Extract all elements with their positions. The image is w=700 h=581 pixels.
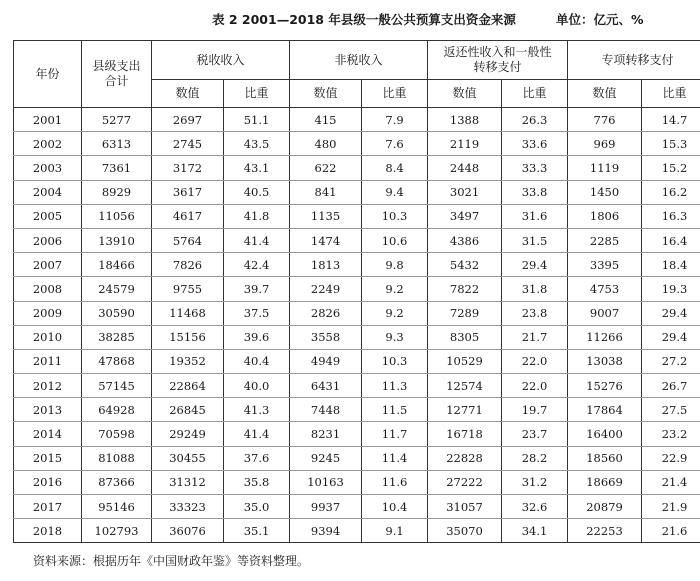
table-cell: 9007 xyxy=(568,301,642,325)
table-cell: 18.4 xyxy=(642,253,700,277)
table-cell: 33.6 xyxy=(502,132,568,156)
table-cell: 11056 xyxy=(82,204,152,228)
table-cell: 31312 xyxy=(152,470,224,494)
table-cell: 3617 xyxy=(152,180,224,204)
table-cell: 16400 xyxy=(568,422,642,446)
table-cell: 2745 xyxy=(152,132,224,156)
table-cell: 36076 xyxy=(152,519,224,543)
table-cell: 35.0 xyxy=(224,495,290,519)
table-cell: 7.6 xyxy=(362,132,428,156)
table-cell: 29249 xyxy=(152,422,224,446)
table-cell: 4617 xyxy=(152,204,224,228)
header-group-general-transfer xyxy=(428,41,568,80)
table-cell: 24579 xyxy=(82,277,152,301)
table-cell: 11.4 xyxy=(362,446,428,470)
table-row xyxy=(14,301,700,325)
table-cell: 19.3 xyxy=(642,277,700,301)
table-cell: 22864 xyxy=(152,374,224,398)
table-cell: 17864 xyxy=(568,398,642,422)
table-cell: 841 xyxy=(290,180,362,204)
table-cell: 22828 xyxy=(428,446,502,470)
table-cell: 31057 xyxy=(428,495,502,519)
subheader-share: 比重 xyxy=(642,80,700,108)
table-title: 表 2 2001—2018 年县级一般公共预算支出资金来源 xyxy=(212,12,516,27)
table-row xyxy=(14,519,700,543)
table-cell: 16718 xyxy=(428,422,502,446)
table-cell: 15.2 xyxy=(642,156,700,180)
table-cell: 2009 xyxy=(14,301,82,325)
table-cell: 16.2 xyxy=(642,180,700,204)
table-cell: 4386 xyxy=(428,228,502,252)
table-cell: 31.5 xyxy=(502,228,568,252)
table-cell: 10.4 xyxy=(362,495,428,519)
table-cell: 14.7 xyxy=(642,108,700,132)
table-cell: 21.7 xyxy=(502,325,568,349)
table-cell: 1450 xyxy=(568,180,642,204)
table-cell: 5432 xyxy=(428,253,502,277)
table-cell: 2004 xyxy=(14,180,82,204)
table-cell: 2007 xyxy=(14,253,82,277)
table-cell: 969 xyxy=(568,132,642,156)
table-row xyxy=(14,422,700,446)
table-cell: 21.9 xyxy=(642,495,700,519)
table-row xyxy=(14,398,700,422)
table-body xyxy=(14,108,700,543)
table-row xyxy=(14,446,700,470)
table-cell: 41.4 xyxy=(224,422,290,446)
table-row xyxy=(14,349,700,373)
table-row xyxy=(14,325,700,349)
table-cell: 13910 xyxy=(82,228,152,252)
table-cell: 15.3 xyxy=(642,132,700,156)
table-cell: 8231 xyxy=(290,422,362,446)
table-cell: 10163 xyxy=(290,470,362,494)
table-row xyxy=(14,277,700,301)
subheader-value: 数值 xyxy=(568,80,642,108)
table-cell: 22253 xyxy=(568,519,642,543)
table-cell: 3558 xyxy=(290,325,362,349)
table-cell: 23.8 xyxy=(502,301,568,325)
subheader-value: 数值 xyxy=(428,80,502,108)
table-cell: 35.8 xyxy=(224,470,290,494)
table-cell: 8.4 xyxy=(362,156,428,180)
table-cell: 19352 xyxy=(152,349,224,373)
table-cell: 3021 xyxy=(428,180,502,204)
table-cell: 9.4 xyxy=(362,180,428,204)
table-cell: 12771 xyxy=(428,398,502,422)
table-cell: 7.9 xyxy=(362,108,428,132)
table-cell: 40.5 xyxy=(224,180,290,204)
table-cell: 1813 xyxy=(290,253,362,277)
table-cell: 33323 xyxy=(152,495,224,519)
header-group-nontax: 非税收入 xyxy=(290,41,428,80)
subheader-share: 比重 xyxy=(362,80,428,108)
table-cell: 27.5 xyxy=(642,398,700,422)
header-group-special-transfer: 专项转移支付 xyxy=(568,41,700,80)
table-cell: 30590 xyxy=(82,301,152,325)
table-row xyxy=(14,108,700,132)
table-cell: 7448 xyxy=(290,398,362,422)
table-cell: 415 xyxy=(290,108,362,132)
table-cell: 2697 xyxy=(152,108,224,132)
table-cell: 70598 xyxy=(82,422,152,446)
table-cell: 480 xyxy=(290,132,362,156)
table-cell: 47868 xyxy=(82,349,152,373)
table-unit: 单位：亿元、% xyxy=(556,12,644,27)
table-cell: 87366 xyxy=(82,470,152,494)
table-cell: 11266 xyxy=(568,325,642,349)
data-table xyxy=(13,40,700,543)
table-cell: 9755 xyxy=(152,277,224,301)
table-cell: 21.6 xyxy=(642,519,700,543)
table-cell: 81088 xyxy=(82,446,152,470)
table-cell: 2448 xyxy=(428,156,502,180)
header-total xyxy=(82,41,152,108)
table-cell: 9.2 xyxy=(362,277,428,301)
table-cell: 2006 xyxy=(14,228,82,252)
table-cell: 64928 xyxy=(82,398,152,422)
table-cell: 9394 xyxy=(290,519,362,543)
table-cell: 4753 xyxy=(568,277,642,301)
table-cell: 40.0 xyxy=(224,374,290,398)
table-cell: 28.2 xyxy=(502,446,568,470)
table-cell: 34.1 xyxy=(502,519,568,543)
table-cell: 7361 xyxy=(82,156,152,180)
table-cell: 29.4 xyxy=(502,253,568,277)
table-cell: 2008 xyxy=(14,277,82,301)
table-cell: 40.4 xyxy=(224,349,290,373)
table-cell: 2015 xyxy=(14,446,82,470)
table-cell: 19.7 xyxy=(502,398,568,422)
table-row xyxy=(14,180,700,204)
table-row xyxy=(14,156,700,180)
table-cell: 15156 xyxy=(152,325,224,349)
table-cell: 43.5 xyxy=(224,132,290,156)
table-cell: 16.3 xyxy=(642,204,700,228)
table-cell: 7289 xyxy=(428,301,502,325)
subheader-share: 比重 xyxy=(502,80,568,108)
table-cell: 39.6 xyxy=(224,325,290,349)
table-cell: 22.0 xyxy=(502,349,568,373)
table-cell: 6431 xyxy=(290,374,362,398)
table-cell: 11468 xyxy=(152,301,224,325)
table-cell: 37.6 xyxy=(224,446,290,470)
table-cell: 11.5 xyxy=(362,398,428,422)
table-cell: 1388 xyxy=(428,108,502,132)
table-cell: 6313 xyxy=(82,132,152,156)
table-cell: 43.1 xyxy=(224,156,290,180)
table-cell: 2018 xyxy=(14,519,82,543)
table-cell: 41.3 xyxy=(224,398,290,422)
table-cell: 22.0 xyxy=(502,374,568,398)
table-cell: 35070 xyxy=(428,519,502,543)
table-cell: 27222 xyxy=(428,470,502,494)
table-cell: 2005 xyxy=(14,204,82,228)
subheader-share: 比重 xyxy=(224,80,290,108)
table-cell: 7822 xyxy=(428,277,502,301)
table-cell: 8929 xyxy=(82,180,152,204)
table-cell: 41.4 xyxy=(224,228,290,252)
table-cell: 2826 xyxy=(290,301,362,325)
table-cell: 20879 xyxy=(568,495,642,519)
table-cell: 3395 xyxy=(568,253,642,277)
table-cell: 2002 xyxy=(14,132,82,156)
table-cell: 4949 xyxy=(290,349,362,373)
table-cell: 2017 xyxy=(14,495,82,519)
table-cell: 41.8 xyxy=(224,204,290,228)
table-cell: 9937 xyxy=(290,495,362,519)
table-cell: 31.6 xyxy=(502,204,568,228)
table-cell: 18466 xyxy=(82,253,152,277)
table-cell: 22.9 xyxy=(642,446,700,470)
table-cell: 11.6 xyxy=(362,470,428,494)
table-cell: 5764 xyxy=(152,228,224,252)
table-cell: 35.1 xyxy=(224,519,290,543)
table-cell: 10.3 xyxy=(362,204,428,228)
table-cell: 16.4 xyxy=(642,228,700,252)
table-cell: 9.2 xyxy=(362,301,428,325)
subheader-value: 数值 xyxy=(152,80,224,108)
table-cell: 9.8 xyxy=(362,253,428,277)
header-general-transfer-label: 返还性收入和一般性转移支付 xyxy=(443,45,552,74)
table-cell: 23.7 xyxy=(502,422,568,446)
table-cell: 2014 xyxy=(14,422,82,446)
table-cell: 11.7 xyxy=(362,422,428,446)
table-cell: 26845 xyxy=(152,398,224,422)
table-cell: 5277 xyxy=(82,108,152,132)
table-row xyxy=(14,495,700,519)
table-cell: 1135 xyxy=(290,204,362,228)
table-cell: 11.3 xyxy=(362,374,428,398)
table-cell: 57145 xyxy=(82,374,152,398)
table-cell: 23.2 xyxy=(642,422,700,446)
table-cell: 102793 xyxy=(82,519,152,543)
table-cell: 42.4 xyxy=(224,253,290,277)
table-cell: 10529 xyxy=(428,349,502,373)
table-cell: 2003 xyxy=(14,156,82,180)
table-cell: 38285 xyxy=(82,325,152,349)
table-cell: 10.3 xyxy=(362,349,428,373)
table-cell: 2001 xyxy=(14,108,82,132)
table-cell: 18669 xyxy=(568,470,642,494)
table-row xyxy=(14,253,700,277)
table-cell: 2012 xyxy=(14,374,82,398)
table-cell: 10.6 xyxy=(362,228,428,252)
header-total-label: 县级支出合计 xyxy=(92,59,141,88)
subheader-value: 数值 xyxy=(290,80,362,108)
table-cell: 33.3 xyxy=(502,156,568,180)
table-cell: 31.8 xyxy=(502,277,568,301)
table-row xyxy=(14,470,700,494)
table-cell: 776 xyxy=(568,108,642,132)
table-cell: 51.1 xyxy=(224,108,290,132)
table-caption xyxy=(0,10,700,32)
table-cell: 31.2 xyxy=(502,470,568,494)
table-row xyxy=(14,132,700,156)
header-year: 年份 xyxy=(14,41,82,108)
table-cell: 13038 xyxy=(568,349,642,373)
table-cell: 2119 xyxy=(428,132,502,156)
table-cell: 3497 xyxy=(428,204,502,228)
table-cell: 32.6 xyxy=(502,495,568,519)
table-cell: 7826 xyxy=(152,253,224,277)
header-group-tax: 税收收入 xyxy=(152,41,290,80)
table-cell: 18560 xyxy=(568,446,642,470)
table-cell: 29.4 xyxy=(642,325,700,349)
table-cell: 39.7 xyxy=(224,277,290,301)
table-cell: 95146 xyxy=(82,495,152,519)
table-row xyxy=(14,228,700,252)
table-cell: 21.4 xyxy=(642,470,700,494)
table-row xyxy=(14,204,700,228)
table-cell: 15276 xyxy=(568,374,642,398)
table-row xyxy=(14,374,700,398)
table-cell: 9.1 xyxy=(362,519,428,543)
table-cell: 30455 xyxy=(152,446,224,470)
table-cell: 1474 xyxy=(290,228,362,252)
table-cell: 26.7 xyxy=(642,374,700,398)
table-cell: 1806 xyxy=(568,204,642,228)
source-note: 资料来源：根据历年《中国财政年鉴》等资料整理。 xyxy=(33,554,310,568)
table-cell: 2016 xyxy=(14,470,82,494)
table-cell: 2013 xyxy=(14,398,82,422)
table-cell: 37.5 xyxy=(224,301,290,325)
table-cell: 9.3 xyxy=(362,325,428,349)
table-cell: 622 xyxy=(290,156,362,180)
table-cell: 2249 xyxy=(290,277,362,301)
table-cell: 3172 xyxy=(152,156,224,180)
table-cell: 27.2 xyxy=(642,349,700,373)
table-cell: 12574 xyxy=(428,374,502,398)
table-cell: 2285 xyxy=(568,228,642,252)
table-cell: 2010 xyxy=(14,325,82,349)
table-cell: 29.4 xyxy=(642,301,700,325)
table-cell: 26.3 xyxy=(502,108,568,132)
table-cell: 33.8 xyxy=(502,180,568,204)
table-cell: 8305 xyxy=(428,325,502,349)
table-cell: 1119 xyxy=(568,156,642,180)
table-cell: 9245 xyxy=(290,446,362,470)
table-cell: 2011 xyxy=(14,349,82,373)
